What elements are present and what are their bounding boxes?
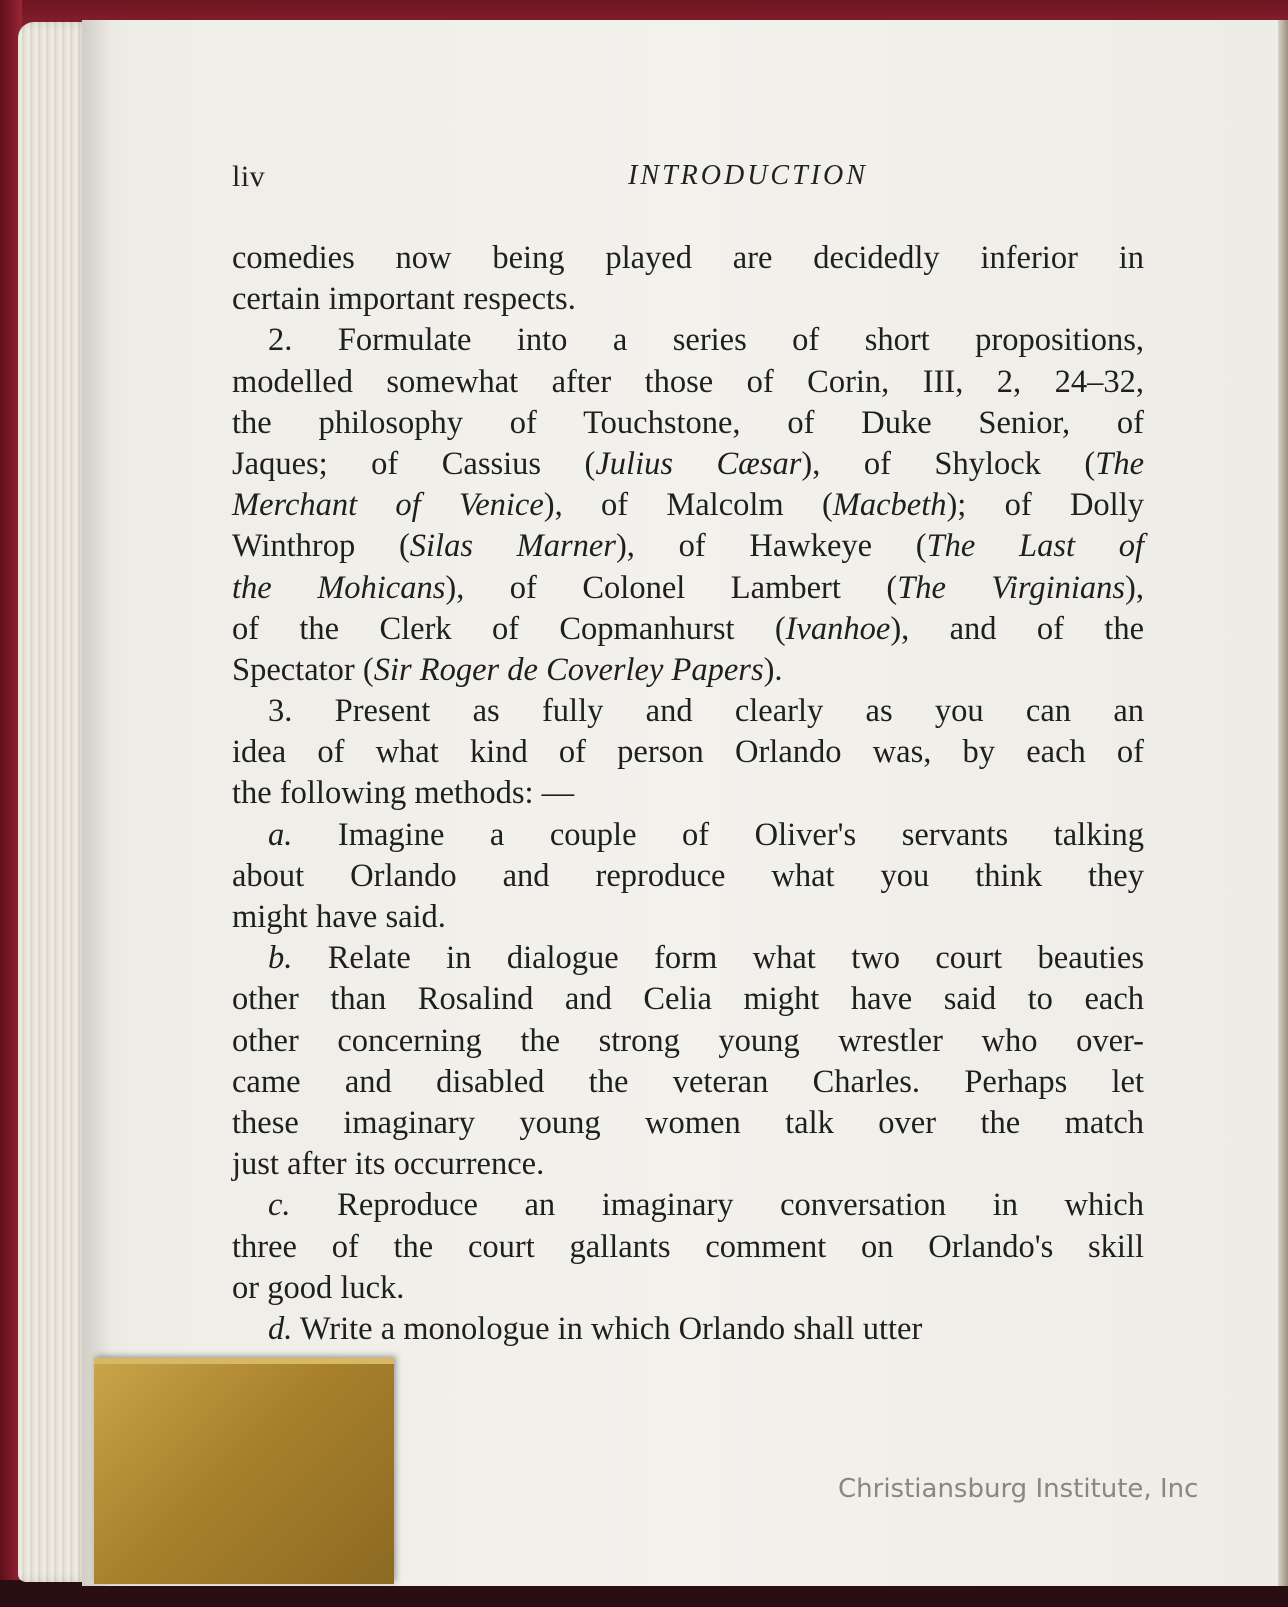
gold-bookmark — [94, 1358, 394, 1584]
text-line: comedies now being played are decidedly inferior in — [232, 240, 1144, 276]
text-line: a. Imagine a couple of Oliver's servants talking — [268, 816, 1144, 853]
text-line: Jaques; of Cassius (Julius Cæsar), of Shylock (The — [232, 445, 1144, 482]
text-line: modelled somewhat after those of Corin, III, 2, 24–32, — [232, 363, 1144, 400]
text-line: just after its occurrence. — [232, 1146, 545, 1183]
text-line: came and disabled the veteran Charles. Perhaps let — [232, 1063, 1144, 1100]
text-line: the philosophy of Touchstone, of Duke Senior, of — [232, 404, 1144, 441]
text-line: Winthrop (Silas Marner), of Hawkeye (The Last of — [232, 528, 1144, 565]
text-line: three of the court gallants comment on Orlando's skill — [232, 1228, 1144, 1265]
page-number: liv — [232, 160, 266, 193]
gutter-shadow — [82, 20, 112, 1586]
text-line: or good luck. — [232, 1269, 405, 1306]
page-edges — [18, 22, 90, 1582]
page-right-edge — [1278, 20, 1288, 1586]
text-line: certain important respects. — [232, 281, 576, 318]
text-line: these imaginary young women talk over the match — [232, 1104, 1144, 1141]
text-line: c. Reproduce an imaginary conversation in which — [268, 1187, 1144, 1224]
text-line: the Mohicans), of Colonel Lambert (The Virginians), — [232, 569, 1144, 606]
text-line: 2. Formulate into a series of short propositions, — [268, 322, 1144, 359]
text-line: d. Write a monologue in which Orlando shall utter — [268, 1310, 923, 1347]
text-line: b. Relate in dialogue form what two court beauties — [268, 940, 1144, 977]
text-line: idea of what kind of person Orlando was, by each of — [232, 734, 1144, 771]
watermark: Christiansburg Institute, Inc — [838, 1474, 1199, 1504]
text-line: 3. Present as fully and clearly as you can an — [268, 693, 1144, 730]
text-line: the following methods: — — [232, 775, 575, 812]
text-line: other concerning the strong young wrestler who over- — [232, 1022, 1144, 1059]
text-line: about Orlando and reproduce what you think they — [232, 857, 1144, 894]
text-line: Spectator (Sir Roger de Coverley Papers). — [232, 651, 783, 688]
text-line: might have said. — [232, 899, 446, 935]
text-line: other than Rosalind and Celia might have said to each — [232, 981, 1144, 1018]
running-head: INTRODUCTION — [628, 160, 868, 191]
text-line: of the Clerk of Copmanhurst (Ivanhoe), and of the — [232, 610, 1144, 647]
page-header — [232, 160, 1144, 200]
body-text — [232, 238, 1144, 1350]
text-line: Merchant of Venice), of Malcolm (Macbeth); of Dolly — [232, 487, 1144, 524]
